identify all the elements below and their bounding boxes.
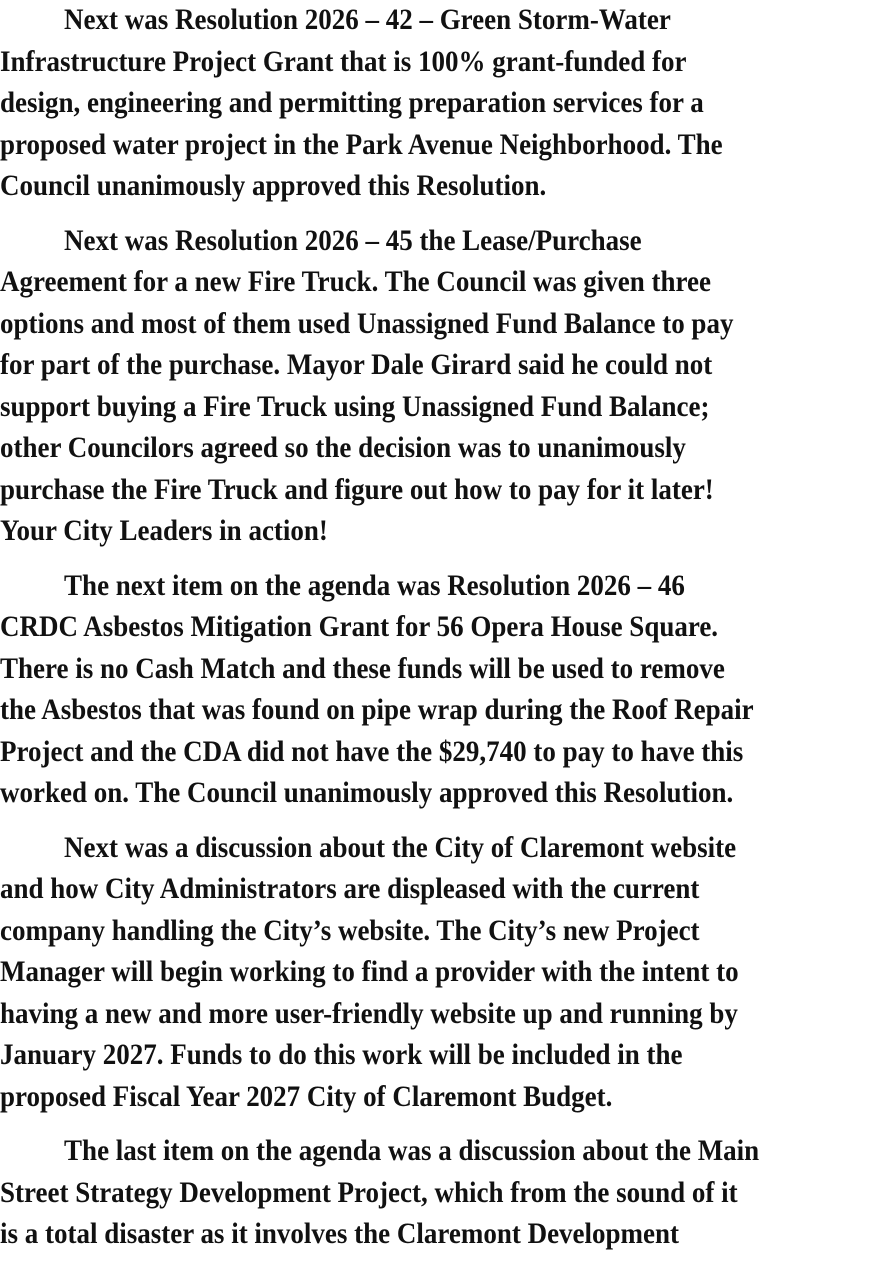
paragraph [0, 1131, 880, 1256]
text-line: Next was Resolution 2026 – 45 the Lease/Purchase [64, 224, 642, 257]
text-line: other Councilors agreed so the decision was to unanimously [0, 432, 686, 464]
text-line: design, engineering and permitting preparation services for a [0, 87, 704, 119]
text-line: Next was Resolution 2026 – 42 – Green Storm-Water [64, 4, 671, 36]
text-line: Street Strategy Development Project, which from the sound of it [0, 1176, 738, 1209]
text-line: options and most of them used Unassigned Fund Balance to pay [0, 307, 734, 340]
text-line: Infrastructure Project Grant that is 100% grant-funded for [0, 45, 687, 78]
text-line: support buying a Fire Truck using Unassigned Fund Balance; [0, 390, 710, 423]
text-line: There is no Cash Match and these funds will be used to remove [0, 652, 725, 685]
text-line: Council unanimously approved this Resolution. [0, 170, 547, 202]
paragraph [0, 566, 880, 815]
text-line: worked on. The Council unanimously approved this Resolution. [0, 777, 734, 809]
text-line: Manager will begin working to find a provider with the intent to [0, 956, 739, 988]
text-line: the Asbestos that was found on pipe wrap during the Roof Repair [0, 694, 754, 726]
text-line: having a new and more user-friendly website up and running by [0, 997, 738, 1030]
text-line: is a total disaster as it involves the Claremont Development [0, 1218, 680, 1250]
text-line: Your City Leaders in action! [0, 515, 328, 547]
text-line: proposed water project in the Park Avenue Neighborhood. The [0, 128, 723, 161]
text-line: Project and the CDA did not have the $29,740 to pay to have this [0, 735, 744, 768]
text-line: The next item on the agenda was Resolution 2026 – 46 [64, 569, 685, 602]
text-line: purchase the Fire Truck and figure out how to pay for it later! [0, 473, 714, 506]
text-line: The last item on the agenda was a discussion about the Main [64, 1135, 760, 1167]
text-line: and how City Administrators are displeased with the current [0, 873, 700, 905]
text-line: proposed Fiscal Year 2027 City of Claremont Budget. [0, 1080, 613, 1113]
text-line: CRDC Asbestos Mitigation Grant for 56 Opera House Square. [0, 611, 719, 643]
text-line: January 2027. Funds to do this work will be included in the [0, 1039, 683, 1071]
text-line: Agreement for a new Fire Truck. The Council was given three [0, 266, 711, 298]
text-line: company handling the City’s website. The City’s new Project [0, 914, 700, 947]
text-line: Next was a discussion about the City of Claremont website [64, 831, 737, 864]
text-line: for part of the purchase. Mayor Dale Girard said he could not [0, 349, 713, 381]
paragraph [0, 221, 880, 553]
paragraph [0, 828, 880, 1119]
paragraph [0, 0, 880, 208]
